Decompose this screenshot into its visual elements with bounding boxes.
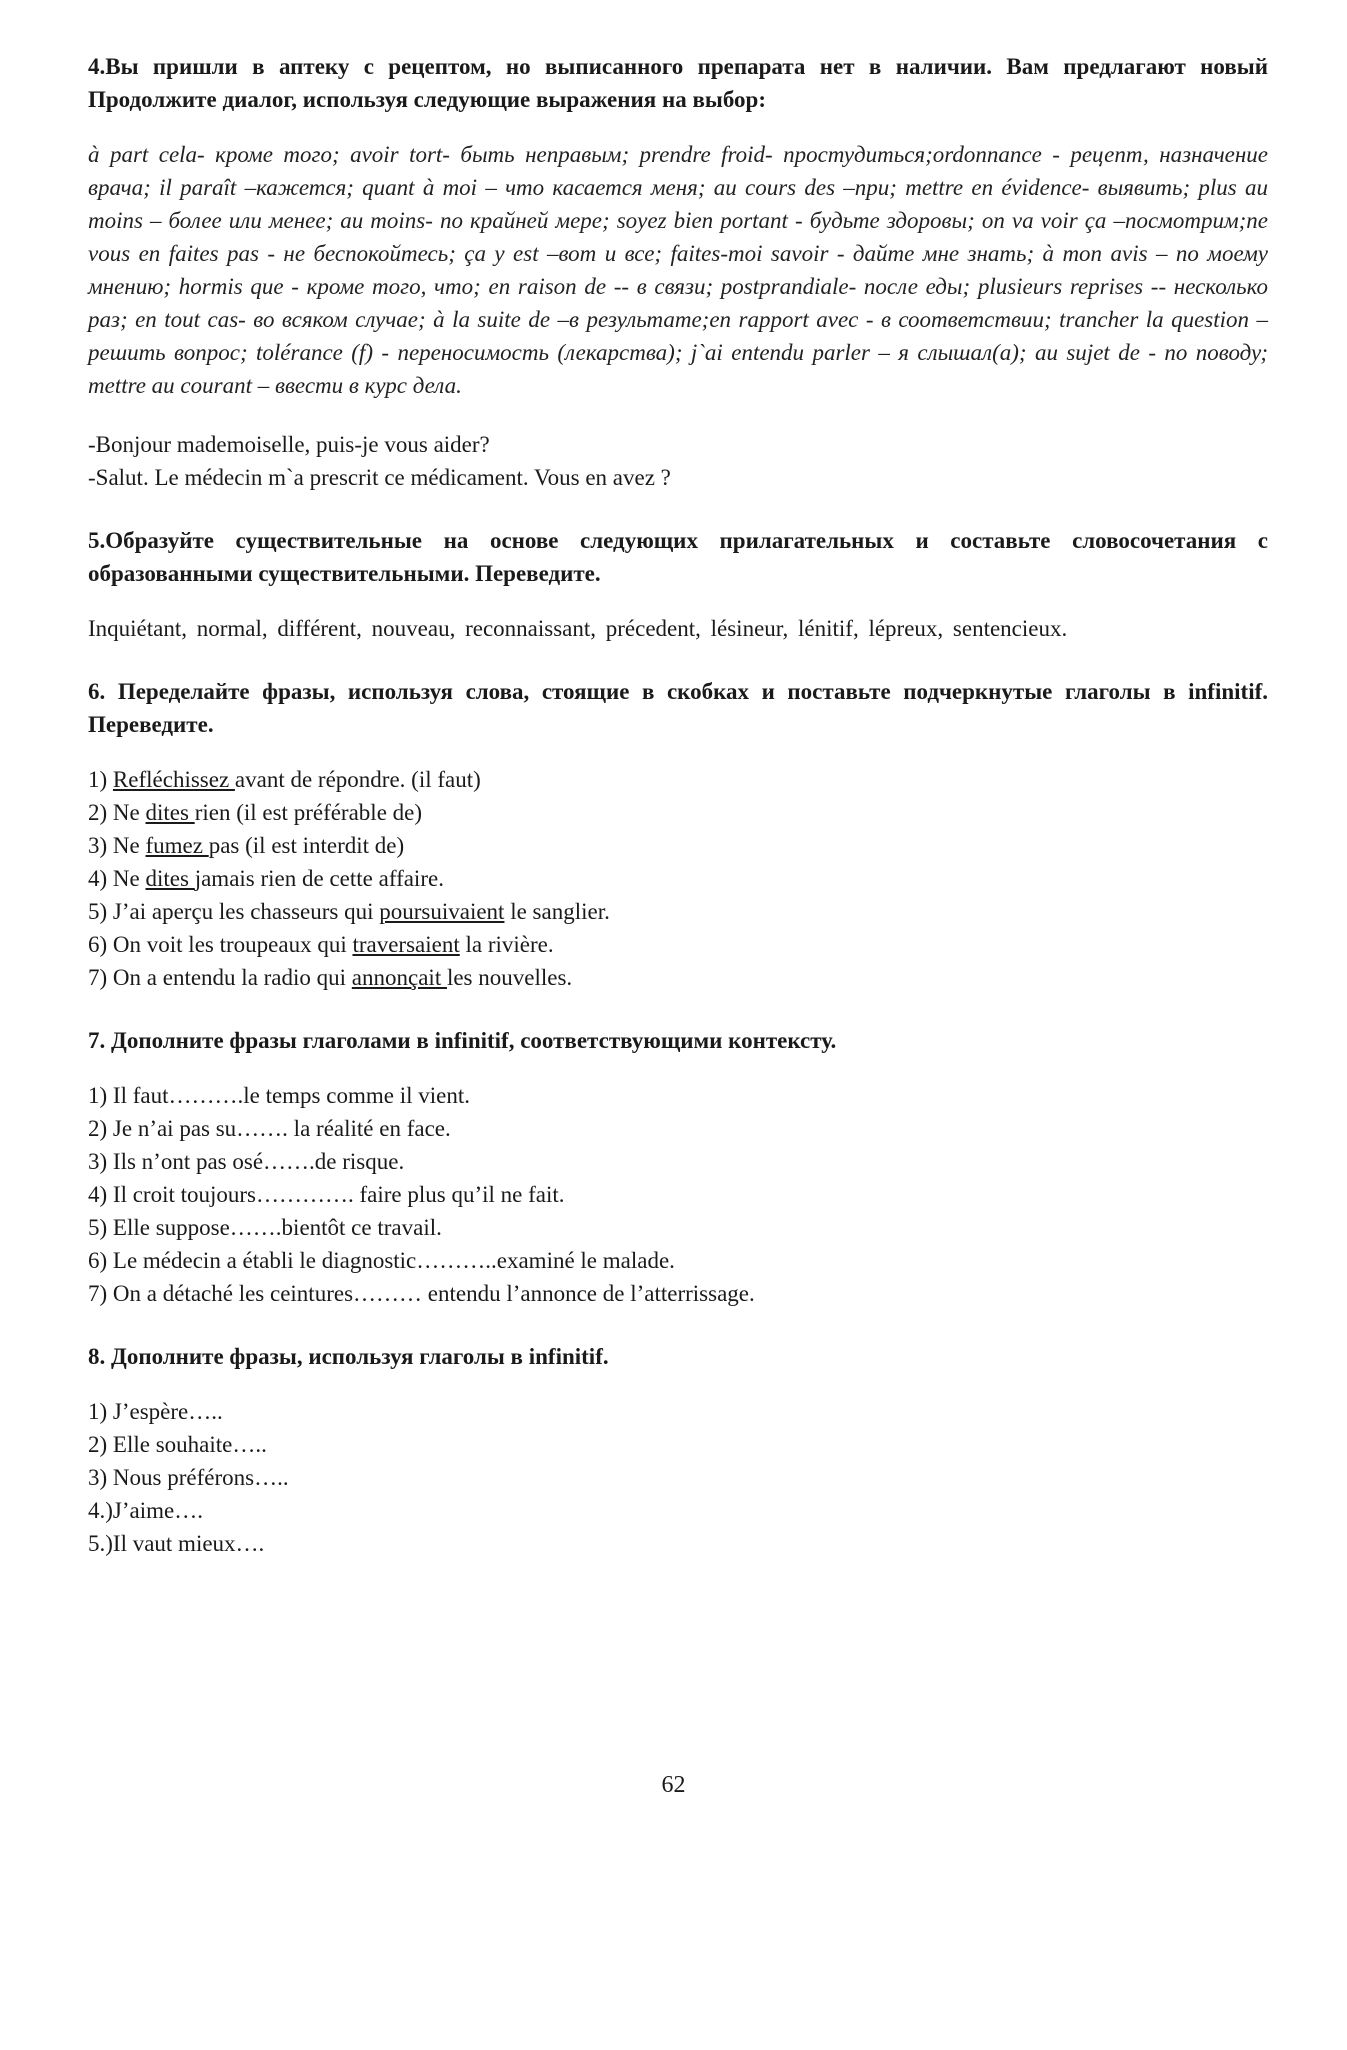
- list-item: 5.)Il vaut mieux….: [88, 1531, 265, 1556]
- section-8-heading: 8. Дополните фразы, используя глаголы в infinitif.: [88, 1344, 609, 1369]
- list-item: 2) Elle souhaite…..: [88, 1432, 267, 1457]
- dialog-line: -Bonjour mademoiselle, puis-je vous aider?: [88, 432, 490, 457]
- list-item: 3) Ils n’ont pas osé…….de risque.: [88, 1149, 405, 1174]
- list-item: 2) Ne dites rien (il est préférable de): [88, 800, 423, 825]
- page-number: 62: [661, 1772, 686, 1798]
- section-7-heading: 7. Дополните фразы глаголами в infinitif, соответствующими контексту.: [88, 1028, 837, 1053]
- section-7: [88, 1024, 1268, 1310]
- section-6-heading: 6. Переделайте фразы, используя слова, стоящие в скобках и поставьте подчеркнутые глаголы в infinitif. Переведите.: [88, 679, 1268, 737]
- list-item: 2) Je n’ai pas su……. la réalité en face.: [88, 1116, 451, 1141]
- underlined-verb: dites: [145, 800, 195, 825]
- list-item: 6) Le médecin a établi le diagnostic………..examiné le malade.: [88, 1248, 675, 1273]
- section-5: [88, 524, 1268, 645]
- section-5-heading: 5.Образуйте существительные на основе следующих прилагательных и составьте словосочетания с образованными существительными. Переведите.: [88, 528, 1268, 586]
- section-6: [88, 675, 1268, 994]
- underlined-verb: annonçait: [351, 965, 447, 990]
- list-item: 4) Il croit toujours…………. faire plus qu’il ne fait.: [88, 1182, 565, 1207]
- document-page: [88, 50, 1268, 1560]
- underlined-verb: dites: [145, 866, 195, 891]
- underlined-verb: fumez: [145, 833, 209, 858]
- list-item: 3) Ne fumez pas (il est interdit de): [88, 833, 405, 858]
- section-4-heading: 4.Вы пришли в аптеку с рецептом, но выписанного препарата нет в наличии. Вам предлагают новый Продолжите диалог, используя следующие выражения на выбор:: [88, 54, 1268, 112]
- list-item: 4) Ne dites jamais rien de cette affaire.: [88, 866, 444, 891]
- list-item: 1) Refléchissez avant de répondre. (il faut): [88, 767, 481, 792]
- exercise-6-list: [88, 763, 1268, 994]
- underlined-verb: traversaient: [352, 932, 460, 957]
- list-item: 4.)J’aime….: [88, 1498, 203, 1523]
- dialog: [88, 428, 1268, 494]
- list-item: 7) On a détaché les ceintures……… entendu l’annonce de l’atterrissage.: [88, 1281, 755, 1306]
- list-item: 1) Il faut……….le temps comme il vient.: [88, 1083, 470, 1108]
- list-item: 7) On a entendu la radio qui annonçait les nouvelles.: [88, 965, 573, 990]
- exercise-8-list: [88, 1395, 1268, 1560]
- section-8: [88, 1340, 1268, 1560]
- adjective-list: Inquiétant, normal, différent, nouveau, reconnaissant, précedent, lésineur, lénitif, lépreux, sentencieux.: [88, 616, 1068, 641]
- list-item: 5) Elle suppose…….bientôt ce travail.: [88, 1215, 442, 1240]
- underlined-verb: Refléchissez: [112, 767, 235, 792]
- list-item: 5) J’ai aperçu les chasseurs qui poursuivaient le sanglier.: [88, 899, 610, 924]
- list-item: 3) Nous préférons…..: [88, 1465, 289, 1490]
- exercise-7-list: [88, 1079, 1268, 1310]
- underlined-verb: poursuivaient: [379, 899, 505, 924]
- vocabulary-list: à part cela- кроме того; avoir tort- быть неправым; prendre froid- простудиться;ordonnance - рецепт, назначение врача; il paraît –кажется; quant à moi – что касается меня; au cours des –при; mettre en évidence- выявить; plus au moins – более или менее; au moins- по крайней мере; soyez bien portant - будьте здоровы; on va voir ça –посмотрим;ne vous en faites pas - не беспокойтесь; ça y est –вот и все; faites-moi savoir - дайте мне знать; à mon avis – по моему мнению; hormis que - кроме того, что; en raison de -- в связи; postprandiale- после еды; plusieurs reprises -- несколько раз; en tout cas- во всяком случае; à la suite de –в результате;en rapport avec - в соответствии; trancher la question – решить вопрос; tolérance (f) - переносимость (лекарства); j`ai entendu parler – я слышал(а); au sujet de - по поводу; mettre au courant – ввести в курс дела.: [88, 142, 1268, 398]
- dialog-line: -Salut. Le médecin m`a prescrit ce médicament. Vous en avez ?: [88, 465, 671, 490]
- list-item: 1) J’espère…..: [88, 1399, 223, 1424]
- list-item: 6) On voit les troupeaux qui traversaient la rivière.: [88, 932, 554, 957]
